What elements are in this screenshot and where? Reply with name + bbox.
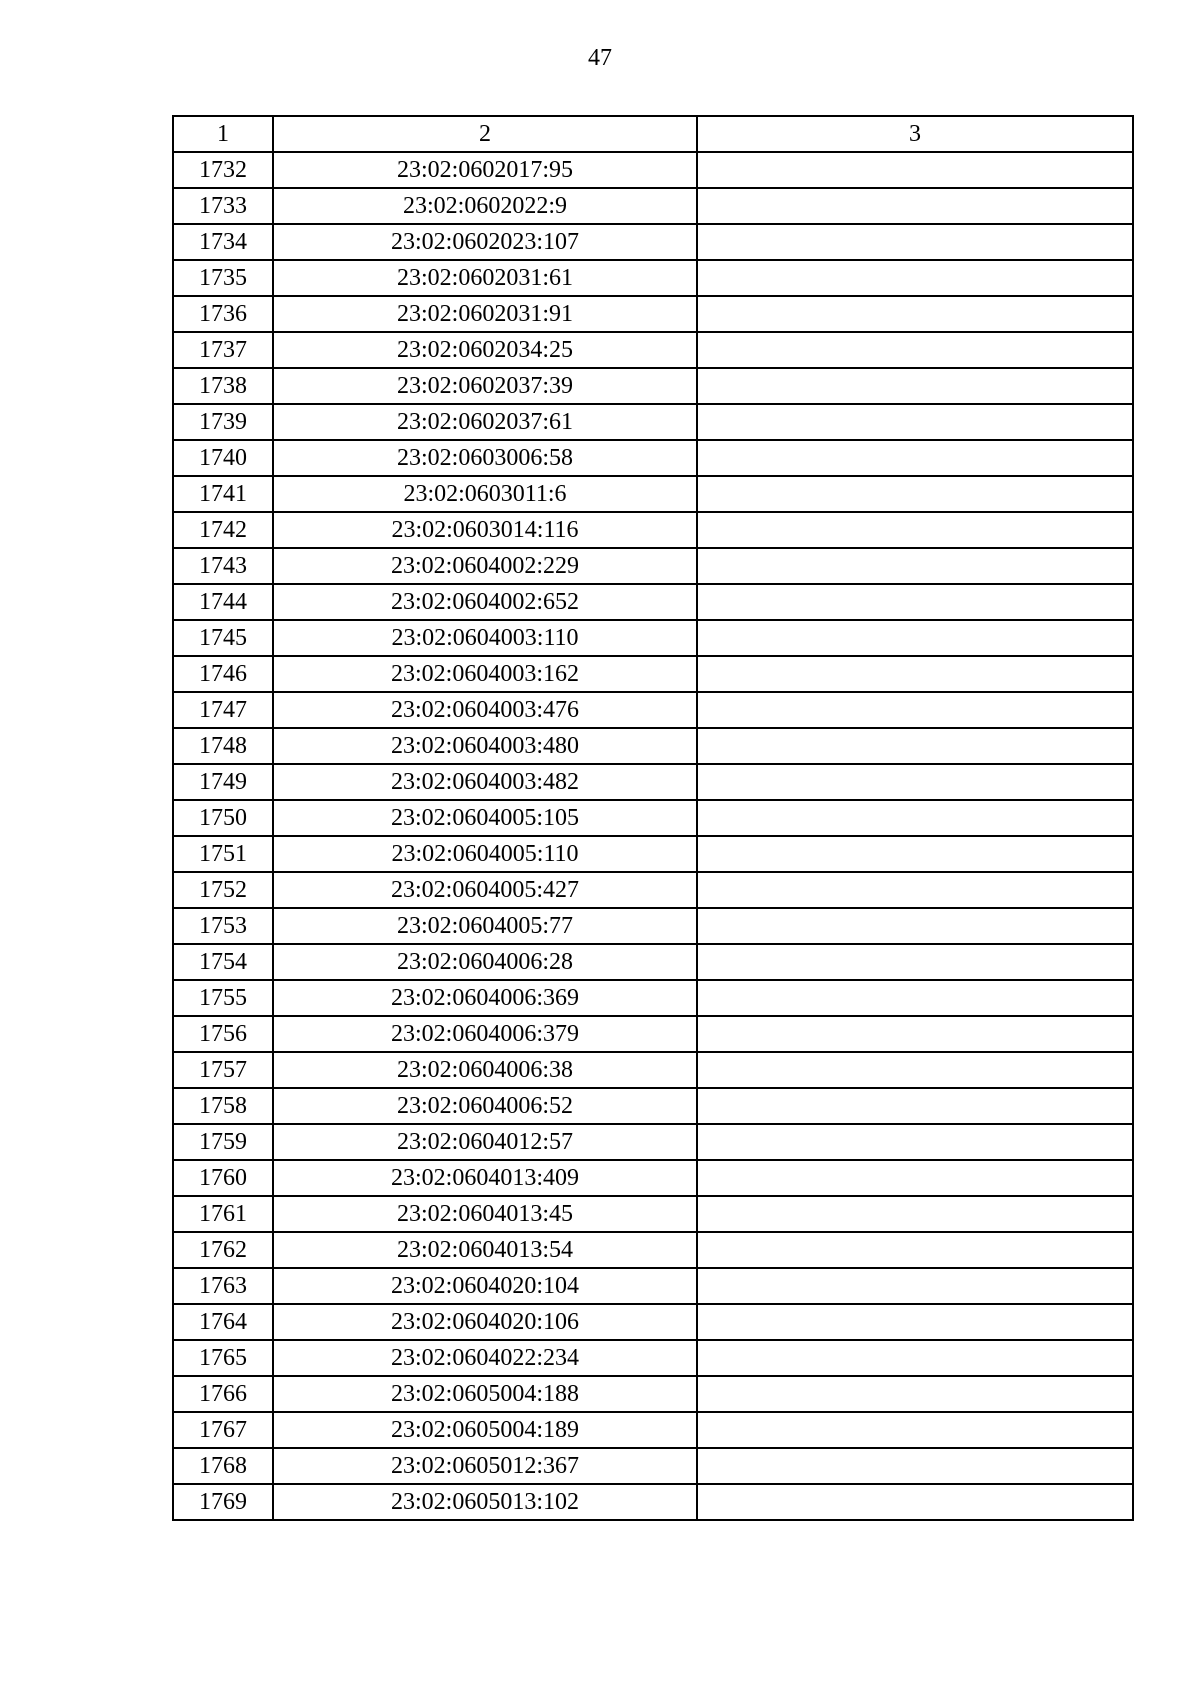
cadastral-number-cell: 23:02:0602034:25	[273, 332, 697, 368]
row-number-cell: 1761	[173, 1196, 273, 1232]
row-number-cell: 1760	[173, 1160, 273, 1196]
cadastral-number-cell: 23:02:0604006:38	[273, 1052, 697, 1088]
cadastral-number-cell: 23:02:0605004:189	[273, 1412, 697, 1448]
note-cell	[697, 836, 1133, 872]
note-cell	[697, 1376, 1133, 1412]
table-row	[173, 764, 1133, 800]
table-row	[173, 1160, 1133, 1196]
row-number-cell: 1764	[173, 1304, 273, 1340]
row-number-cell: 1763	[173, 1268, 273, 1304]
row-number-cell: 1734	[173, 224, 273, 260]
cadastral-number-cell: 23:02:0603014:116	[273, 512, 697, 548]
note-cell	[697, 620, 1133, 656]
table-row	[173, 1052, 1133, 1088]
cadastral-number-cell: 23:02:0604003:162	[273, 656, 697, 692]
row-number-cell: 1747	[173, 692, 273, 728]
table-row	[173, 620, 1133, 656]
table-row	[173, 404, 1133, 440]
table-row	[173, 836, 1133, 872]
table-header-row	[173, 116, 1133, 152]
note-cell	[697, 296, 1133, 332]
row-number-cell: 1740	[173, 440, 273, 476]
table-row	[173, 260, 1133, 296]
table-row	[173, 1268, 1133, 1304]
cadastral-number-cell: 23:02:0604003:110	[273, 620, 697, 656]
note-cell	[697, 980, 1133, 1016]
row-number-cell: 1755	[173, 980, 273, 1016]
table-row	[173, 692, 1133, 728]
note-cell	[697, 1484, 1133, 1520]
row-number-cell: 1749	[173, 764, 273, 800]
note-cell	[697, 1016, 1133, 1052]
note-cell	[697, 1232, 1133, 1268]
note-cell	[697, 584, 1133, 620]
cadastral-number-cell: 23:02:0602017:95	[273, 152, 697, 188]
cadastral-number-cell: 23:02:0604002:229	[273, 548, 697, 584]
table-row	[173, 332, 1133, 368]
row-number-cell: 1753	[173, 908, 273, 944]
cadastral-number-cell: 23:02:0604020:104	[273, 1268, 697, 1304]
cadastral-number-cell: 23:02:0603011:6	[273, 476, 697, 512]
table-row	[173, 656, 1133, 692]
row-number-cell: 1737	[173, 332, 273, 368]
note-cell	[697, 872, 1133, 908]
column-header-3: 3	[697, 116, 1133, 152]
row-number-cell: 1762	[173, 1232, 273, 1268]
row-number-cell: 1768	[173, 1448, 273, 1484]
note-cell	[697, 1160, 1133, 1196]
note-cell	[697, 332, 1133, 368]
note-cell	[697, 728, 1133, 764]
note-cell	[697, 404, 1133, 440]
cadastral-number-cell: 23:02:0604006:28	[273, 944, 697, 980]
note-cell	[697, 224, 1133, 260]
table-row	[173, 152, 1133, 188]
row-number-cell: 1745	[173, 620, 273, 656]
cadastral-number-cell: 23:02:0604005:77	[273, 908, 697, 944]
note-cell	[697, 188, 1133, 224]
cadastral-table	[172, 115, 1134, 1521]
table-row	[173, 980, 1133, 1016]
table-row	[173, 1376, 1133, 1412]
table-row	[173, 1196, 1133, 1232]
row-number-cell: 1758	[173, 1088, 273, 1124]
table-row	[173, 908, 1133, 944]
note-cell	[697, 764, 1133, 800]
table-row	[173, 944, 1133, 980]
note-cell	[697, 476, 1133, 512]
table-row	[173, 1412, 1133, 1448]
cadastral-number-cell: 23:02:0604013:54	[273, 1232, 697, 1268]
note-cell	[697, 548, 1133, 584]
table-row	[173, 1340, 1133, 1376]
note-cell	[697, 440, 1133, 476]
cadastral-number-cell: 23:02:0604003:480	[273, 728, 697, 764]
cadastral-number-cell: 23:02:0602023:107	[273, 224, 697, 260]
table-row	[173, 1304, 1133, 1340]
table-row	[173, 368, 1133, 404]
cadastral-number-cell: 23:02:0604003:482	[273, 764, 697, 800]
note-cell	[697, 1088, 1133, 1124]
cadastral-number-cell: 23:02:0604013:409	[273, 1160, 697, 1196]
table-row	[173, 800, 1133, 836]
table-row	[173, 1232, 1133, 1268]
note-cell	[697, 908, 1133, 944]
row-number-cell: 1741	[173, 476, 273, 512]
table-row	[173, 224, 1133, 260]
table-row	[173, 1016, 1133, 1052]
note-cell	[697, 1268, 1133, 1304]
row-number-cell: 1738	[173, 368, 273, 404]
table-row	[173, 584, 1133, 620]
note-cell	[697, 656, 1133, 692]
cadastral-number-cell: 23:02:0603006:58	[273, 440, 697, 476]
row-number-cell: 1748	[173, 728, 273, 764]
cadastral-number-cell: 23:02:0602022:9	[273, 188, 697, 224]
row-number-cell: 1757	[173, 1052, 273, 1088]
table-row	[173, 548, 1133, 584]
cadastral-number-cell: 23:02:0604005:105	[273, 800, 697, 836]
table-row	[173, 512, 1133, 548]
cadastral-number-cell: 23:02:0604022:234	[273, 1340, 697, 1376]
cadastral-number-cell: 23:02:0605004:188	[273, 1376, 697, 1412]
row-number-cell: 1735	[173, 260, 273, 296]
cadastral-number-cell: 23:02:0604020:106	[273, 1304, 697, 1340]
table-row	[173, 872, 1133, 908]
row-number-cell: 1754	[173, 944, 273, 980]
row-number-cell: 1751	[173, 836, 273, 872]
row-number-cell: 1759	[173, 1124, 273, 1160]
note-cell	[697, 260, 1133, 296]
row-number-cell: 1766	[173, 1376, 273, 1412]
row-number-cell: 1733	[173, 188, 273, 224]
cadastral-number-cell: 23:02:0602037:39	[273, 368, 697, 404]
table-row	[173, 728, 1133, 764]
cadastral-number-cell: 23:02:0602031:91	[273, 296, 697, 332]
row-number-cell: 1756	[173, 1016, 273, 1052]
cadastral-number-cell: 23:02:0605012:367	[273, 1448, 697, 1484]
note-cell	[697, 368, 1133, 404]
table-body	[173, 152, 1133, 1520]
note-cell	[697, 1448, 1133, 1484]
row-number-cell: 1752	[173, 872, 273, 908]
row-number-cell: 1732	[173, 152, 273, 188]
cadastral-number-cell: 23:02:0604002:652	[273, 584, 697, 620]
table-row	[173, 1088, 1133, 1124]
column-header-2: 2	[273, 116, 697, 152]
cadastral-number-cell: 23:02:0604013:45	[273, 1196, 697, 1232]
note-cell	[697, 800, 1133, 836]
note-cell	[697, 1124, 1133, 1160]
table-row	[173, 296, 1133, 332]
note-cell	[697, 1412, 1133, 1448]
cadastral-number-cell: 23:02:0604003:476	[273, 692, 697, 728]
cadastral-number-cell: 23:02:0604005:427	[273, 872, 697, 908]
cadastral-number-cell: 23:02:0604006:379	[273, 1016, 697, 1052]
cadastral-number-cell: 23:02:0602037:61	[273, 404, 697, 440]
row-number-cell: 1742	[173, 512, 273, 548]
note-cell	[697, 1340, 1133, 1376]
column-header-1: 1	[173, 116, 273, 152]
note-cell	[697, 1196, 1133, 1232]
note-cell	[697, 1304, 1133, 1340]
table-row	[173, 440, 1133, 476]
cadastral-number-cell: 23:02:0605013:102	[273, 1484, 697, 1520]
row-number-cell: 1743	[173, 548, 273, 584]
cadastral-number-cell: 23:02:0604006:52	[273, 1088, 697, 1124]
page-number: 47	[588, 45, 612, 71]
note-cell	[697, 944, 1133, 980]
row-number-cell: 1750	[173, 800, 273, 836]
row-number-cell: 1765	[173, 1340, 273, 1376]
row-number-cell: 1736	[173, 296, 273, 332]
row-number-cell: 1769	[173, 1484, 273, 1520]
cadastral-number-cell: 23:02:0604005:110	[273, 836, 697, 872]
table-row	[173, 1484, 1133, 1520]
cadastral-number-cell: 23:02:0604006:369	[273, 980, 697, 1016]
note-cell	[697, 692, 1133, 728]
row-number-cell: 1739	[173, 404, 273, 440]
cadastral-number-cell: 23:02:0602031:61	[273, 260, 697, 296]
table-row	[173, 188, 1133, 224]
cadastral-number-cell: 23:02:0604012:57	[273, 1124, 697, 1160]
table-row	[173, 1124, 1133, 1160]
table-row	[173, 1448, 1133, 1484]
table-row	[173, 476, 1133, 512]
row-number-cell: 1767	[173, 1412, 273, 1448]
row-number-cell: 1746	[173, 656, 273, 692]
note-cell	[697, 512, 1133, 548]
note-cell	[697, 1052, 1133, 1088]
note-cell	[697, 152, 1133, 188]
row-number-cell: 1744	[173, 584, 273, 620]
